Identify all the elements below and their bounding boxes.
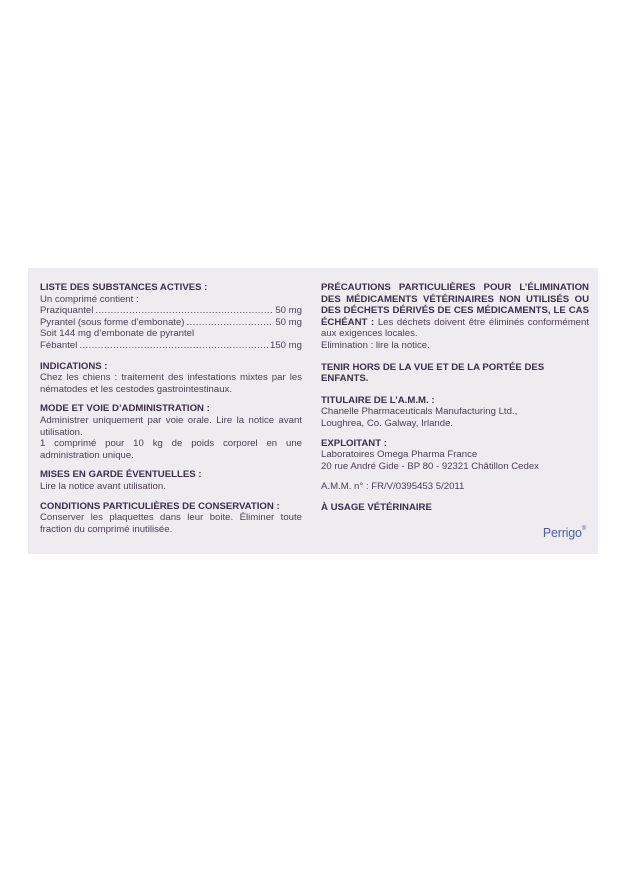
dot-leader [187,317,274,329]
administration-text-1: Administrer uniquement par voie orale. Lire la notice avant utilisation. [40,414,302,438]
holder-line-2: Loughrea, Co. Galway, Irlande. [321,417,454,429]
perrigo-logo [543,526,586,540]
children-warning: TENIR HORS DE LA VUE ET DE LA PORTÉE DES ENFANTS. [321,361,545,385]
substance-value: 50 mg [275,305,302,317]
substance-value: 50 mg [275,316,302,328]
disposal-heading [321,282,589,340]
substance-row-febantel [40,340,302,352]
operator-line-1: Laboratoires Omega Pharma France [321,449,478,461]
warnings-text: Lire la notice avant utilisation. [40,480,166,492]
indications-text: Chez les chiens : traitement des infestations mixtes par les nématodes et les cestodes gastrointestinaux. [40,372,302,395]
administration-text-2: 1 comprimé pour 10 kg de poids corporel en une administration unique. [40,438,302,461]
indications-heading: INDICATIONS : [40,360,108,372]
operator-heading: EXPLOITANT : [321,437,387,449]
storage-heading: CONDITIONS PARTICULIÈRES DE CONSERVATION : [40,500,280,512]
registered-mark-icon: ® [581,526,586,532]
right-column [321,282,589,514]
substance-row-pyrantel [40,317,302,329]
amm-number: A.M.M. n° : FR/V/0395453 5/2011 [321,481,465,493]
disposal-heading-text: PRÉCAUTIONS PARTICULIÈRES POUR L’ÉLIMINATION DES MÉDICAMENTS VÉTÉRINAIRES NON UTILISÉS OU DES DÉCHETS DÉRIVÉS DE CES MÉDICAMENTS, LE CAS ÉCHÉANT : [321,282,589,328]
storage-text: Conserver les plaquettes dans leur boite. Éliminer toute fraction du comprimé inutilisée. [40,512,302,535]
left-column [40,282,302,535]
elimination-text: Elimination : lire la notice. [321,339,430,351]
holder-heading: TITULAIRE DE L’A.M.M. : [321,394,435,406]
substances-heading: LISTE DES SUBSTANCES ACTIVES : [40,282,208,293]
operator-line-2: 20 rue André Gide - BP 80 - 92321 Châtillon Cedex [321,460,539,472]
pyrantel-note: Soit 144 mg d’embonate de pyrantel [40,328,195,340]
veterinary-use-label: À USAGE VÉTÉRINAIRE [321,501,432,513]
holder-line-1: Chanelle Pharmaceuticals Manufacturing Ltd., [321,406,518,418]
contains-text: Un comprimé contient : [40,293,139,305]
package-label-panel [28,268,598,554]
substance-label: Fébantel [40,339,78,351]
warnings-heading: MISES EN GARDE ÉVENTUELLES : [40,469,202,481]
substance-label: Pyrantel (sous forme d’embonate) [40,316,185,328]
substance-row-praziquantel [40,305,302,317]
logo-text: Perrigo [542,526,582,540]
substance-label: Praziquantel [40,305,94,317]
dot-leader [95,305,273,317]
dot-leader [79,340,268,352]
disposal-text: Les déchets doivent être éliminés conformément aux exigences locales. [321,316,590,340]
administration-heading: MODE ET VOIE D’ADMINISTRATION : [40,403,210,415]
substance-value: 150 mg [270,339,302,351]
